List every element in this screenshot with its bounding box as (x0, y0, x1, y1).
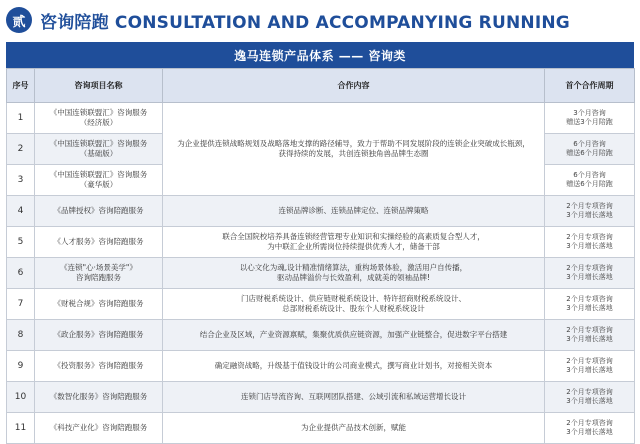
cooperation-period: 6个月咨询 赠送6个月陪跑 (545, 134, 635, 165)
project-name: 《中国连锁联盟汇》咨询服务 （豪华版） (35, 165, 163, 196)
cooperation-period: 2个月专项咨询 3个月增长落地 (545, 382, 635, 413)
cooperation-content: 为企业提供产品技术创新，赋能 (163, 413, 545, 444)
project-name: 《品牌授权》咨询陪跑服务 (35, 196, 163, 227)
cooperation-content: 连锁品牌诊断、连锁品牌定位、连锁品牌策略 (163, 196, 545, 227)
table-header-row (7, 69, 635, 103)
row-number: 8 (7, 320, 35, 351)
row-number: 6 (7, 258, 35, 289)
row-number: 5 (7, 227, 35, 258)
cooperation-period: 2个月专项咨询 3个月增长落地 (545, 289, 635, 320)
table-banner: 逸马连锁产品体系 —— 咨询类 (6, 42, 634, 68)
col-header-period: 首个合作周期 (545, 69, 635, 103)
project-name: 《数智化服务》咨询陪跑服务 (35, 382, 163, 413)
cooperation-period: 3个月咨询 赠送3个月陪跑 (545, 103, 635, 134)
section-header (6, 6, 634, 34)
cooperation-period: 2个月专项咨询 3个月增长落地 (545, 258, 635, 289)
row-number: 11 (7, 413, 35, 444)
section-title: 咨询陪跑 CONSULTATION AND ACCOMPANYING RUNNING (40, 12, 570, 33)
project-name: 《中国连锁联盟汇》咨询服务 （经济版） (35, 103, 163, 134)
row-number: 4 (7, 196, 35, 227)
table-row (7, 351, 635, 382)
project-name: 《中国连锁联盟汇》咨询服务 （基础版） (35, 134, 163, 165)
row-number: 10 (7, 382, 35, 413)
project-name: 《人才服务》咨询陪跑服务 (35, 227, 163, 258)
row-number: 3 (7, 165, 35, 196)
cooperation-period: 2个月专项咨询 3个月增长落地 (545, 320, 635, 351)
cooperation-period: 2个月专项咨询 3个月增长落地 (545, 351, 635, 382)
col-header-project-name: 咨询项目名称 (35, 69, 163, 103)
consulting-products-table (6, 68, 635, 444)
project-name: 《科技产业化》咨询陪跑服务 (35, 413, 163, 444)
cooperation-content: 结合企业及区域，产业资源禀赋，集聚优质供应链资源，加强产业链整合，促进数字平台搭建 (163, 320, 545, 351)
table-row (7, 103, 635, 134)
cooperation-content: 门店财税系统设计、供应链财税系统设计、特许招商财税系统设计、 总部财税系统设计、股东个人财税系统设计 (163, 289, 545, 320)
table-row (7, 413, 635, 444)
cooperation-content: 连锁门店导流咨询、互联网团队搭建、公域引流和私域运营增长设计 (163, 382, 545, 413)
cooperation-content: 以心文化为魂,设计精准情绪算法，重构场景体验，激活用户自传播， 驱动品牌溢价与长效盈利，成就美的领袖品牌! (163, 258, 545, 289)
project-name: 《投资服务》咨询陪跑服务 (35, 351, 163, 382)
table-row (7, 320, 635, 351)
col-header-number: 序号 (7, 69, 35, 103)
table-row (7, 382, 635, 413)
cooperation-period: 2个月专项咨询 3个月增长落地 (545, 413, 635, 444)
project-name: 《连锁"心·场景美学"》 咨询陪跑服务 (35, 258, 163, 289)
cooperation-content: 联合全国院校培养具备连锁经营管理专业知识和实操经验的高素质复合型人才， 为中联汇企业所需岗位持续提供优秀人才，储备干部 (163, 227, 545, 258)
cooperation-content: 确定融资战略，升级基于值钱设计的公司商业模式，撰写商业计划书，对接相关资本 (163, 351, 545, 382)
row-number: 9 (7, 351, 35, 382)
row-number: 7 (7, 289, 35, 320)
col-header-content: 合作内容 (163, 69, 545, 103)
section-number-badge: 贰 (6, 7, 32, 33)
table-row (7, 258, 635, 289)
cooperation-period: 6个月咨询 赠送6个月陪跑 (545, 165, 635, 196)
cooperation-period: 2个月专项咨询 3个月增长落地 (545, 227, 635, 258)
row-number: 1 (7, 103, 35, 134)
table-row (7, 289, 635, 320)
group-content: 为企业提供连锁战略规划及战略落地支撑的路径辅导，致力于帮助不同发展阶段的连锁企业突破成长瓶颈，获得持续的发展，共创连锁独角兽品牌生态圈 (163, 103, 545, 196)
table-row (7, 196, 635, 227)
row-number: 2 (7, 134, 35, 165)
cooperation-period: 2个月专项咨询 3个月增长落地 (545, 196, 635, 227)
table-row (7, 227, 635, 258)
project-name: 《财税合规》咨询陪跑服务 (35, 289, 163, 320)
project-name: 《政企服务》咨询陪跑服务 (35, 320, 163, 351)
